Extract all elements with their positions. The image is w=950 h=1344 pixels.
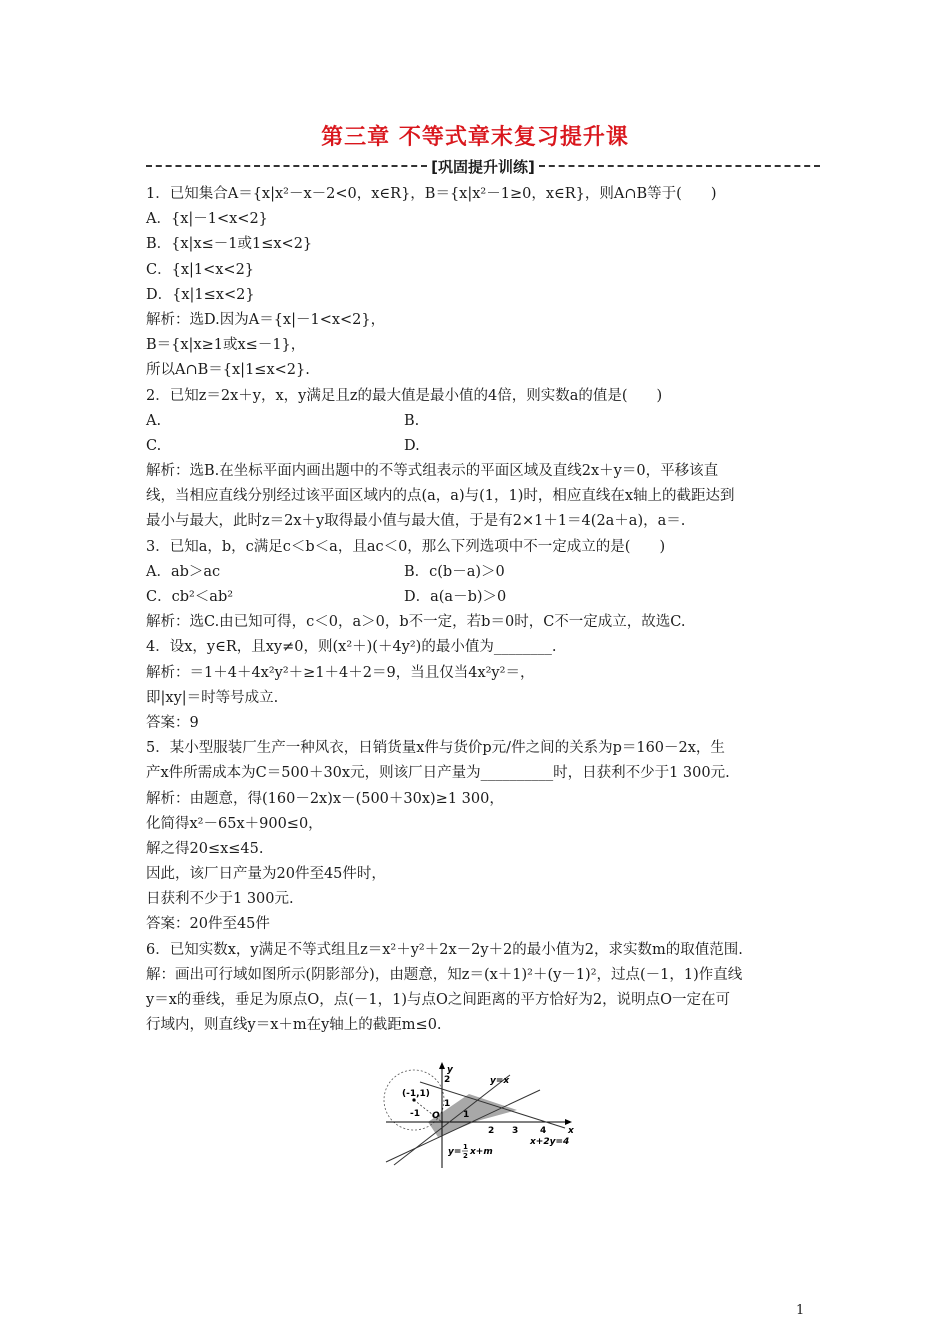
x-axis-arrow: [565, 1119, 572, 1125]
tick-neg1: -1: [410, 1109, 420, 1119]
feasible-region-shading: [428, 1094, 517, 1137]
fraction-numerator: 1: [463, 1143, 468, 1151]
q5-solution-line: 解之得20≤x≤45.: [146, 840, 264, 857]
label-y-half-x-plus-m: y=: [448, 1147, 462, 1157]
q5-solution-line: 日获利不少于1 300元.: [146, 891, 294, 908]
q4-solution-line: 解析：＝1＋4＋4x²y²＋≥1＋4＋2＝9，当且仅当4x²y²＝，: [146, 664, 535, 681]
q2-option-d: D.: [404, 437, 420, 454]
q2-solution-line: 最小与最大，此时z＝2x＋y取得最小值与最大值，于是有2×1＋1＝4(2a＋a)，a＝.: [146, 513, 686, 530]
q3-stem: 3．已知a，b，c满足c＜b＜a，且ac＜0，那么下列选项中不一定成立的是( ): [146, 538, 666, 555]
q5-solution-line: 解析：由题意，得(160－2x)x－(500＋30x)≥1 300，: [146, 790, 504, 807]
page-title: 第三章 不等式章末复习提升课: [321, 125, 629, 150]
q1-solution-line: B＝{x|x≥1或x≤－1}，: [146, 337, 306, 354]
section-label: [巩固提升训练]: [431, 157, 535, 176]
q1-option-d: D．{x|1≤x<2}: [146, 286, 255, 303]
q6-stem: 6．已知实数x，y满足不等式组且z＝x²＋y²＋2x－2y＋2的最小值为2，求实数m的取值范围.: [146, 941, 743, 958]
q2-solution-line: 解析：选B.在坐标平面内画出题中的不等式组表示的平面区域及直线2x＋y＝0，平移该直: [146, 463, 719, 480]
q1-option-a: A．{x|－1<x<2}: [146, 211, 268, 228]
q2-options-row-2: [146, 434, 826, 459]
q2-stem: 2．已知z＝2x＋y，x，y满足且z的最大值是最小值的4倍，则实数a的值是( ): [146, 387, 663, 404]
q3-options-row-1: [146, 560, 826, 585]
tick-2-x: 2: [488, 1126, 495, 1136]
tick-3-x: 3: [512, 1126, 519, 1136]
feasible-region-figure: [378, 1062, 574, 1170]
q2-option-a: A.: [146, 412, 162, 429]
y-axis-arrow: [439, 1062, 445, 1069]
dashed-rule-right: [539, 165, 820, 167]
origin-label: O: [432, 1111, 440, 1121]
q5-solution-line: 因此，该厂日产量为20件至45件时，: [146, 866, 386, 883]
y-axis-label: y: [447, 1065, 453, 1075]
exercise-content: [146, 182, 826, 1038]
q2-option-b: B.: [404, 412, 420, 429]
q4-answer: 答案：9: [146, 714, 199, 731]
q4-stem: 4．设x，y∈R，且xy≠0，则(x²＋)(＋4y²)的最小值为________.: [146, 639, 557, 656]
q1-solution-line: 解析：选D.因为A＝{x|－1<x<2}，: [146, 311, 386, 328]
q1-stem: 1．已知集合A＝{x|x²－x－2<0，x∈R}，B＝{x|x²－1≥0，x∈R}，则A∩B等于( ): [146, 186, 717, 202]
q6-solution-line: y＝x的垂线，垂足为原点O，点(－1，1)与点O之间距离的平方恰好为2，说明点O一定在可: [146, 992, 731, 1008]
q5-stem-line: 5．某小型服装厂生产一种风衣，日销货量x件与货价p元/件之间的关系为p＝160－2x，生: [146, 740, 725, 757]
q2-options-row-1: [146, 409, 826, 434]
q4-solution-line: 即|xy|＝时等号成立.: [146, 689, 279, 706]
q2-option-c: C.: [146, 437, 162, 454]
region-tick-1: 1: [463, 1110, 470, 1120]
q1-option-c: C．{x|1<x<2}: [146, 261, 255, 278]
q1-option-b: B．{x|x≤－1或1≤x<2}: [146, 236, 313, 253]
q3-option-a: A．ab＞ac: [146, 563, 221, 580]
tick-4-x: 4: [540, 1126, 547, 1136]
q6-solution-line: 解：画出可行域如图所示(阴影部分)，由题意，知z＝(x＋1)²＋(y－1)²，过点(－1，1)作直线: [146, 966, 743, 983]
q3-option-d: D．a(a－b)＞0: [404, 589, 507, 605]
q5-solution-line: 化简得x²－65x＋900≤0，: [146, 815, 323, 832]
q5-answer: 答案：20件至45件: [146, 916, 270, 933]
x-axis-label: x: [568, 1126, 574, 1136]
label-y-eq-x: y=x: [490, 1076, 510, 1086]
q2-solution-line: 线，当相应直线分别经过该平面区域内的点(a，a)与(1，1)时，相应直线在x轴上的截距达到: [146, 488, 735, 505]
q1-solution-line: 所以A∩B＝{x|1≤x<2}.: [146, 362, 310, 379]
tick-2-y: 2: [444, 1075, 451, 1085]
dashed-rule-left: [146, 165, 427, 167]
tick-1-y: 1: [444, 1099, 451, 1109]
q3-option-b: B．c(b－a)＞0: [404, 563, 505, 580]
q5-stem-line: 产x件所需成本为C＝500＋30x元，则该厂日产量为__________时，日获利不少于1 300元.: [146, 765, 730, 782]
q3-solution-line: 解析：选C.由已知可得，c＜0，a＞0，b不一定，若b＝0时，C不一定成立，故选C.: [146, 614, 686, 631]
label-x-plus-2y: x+2y=4: [530, 1137, 570, 1147]
point-label: (-1,1): [402, 1089, 430, 1099]
q6-solution-line: 行域内，则直线y＝x＋m在y轴上的截距m≤0.: [146, 1017, 442, 1034]
q3-options-row-2: [146, 585, 826, 610]
page-number: 1: [796, 1303, 805, 1318]
section-separator: [146, 156, 820, 176]
label-x-plus-m: x+m: [470, 1147, 493, 1157]
q3-option-c: C．cb²＜ab²: [146, 589, 234, 605]
fraction-denominator: 2: [463, 1152, 468, 1160]
